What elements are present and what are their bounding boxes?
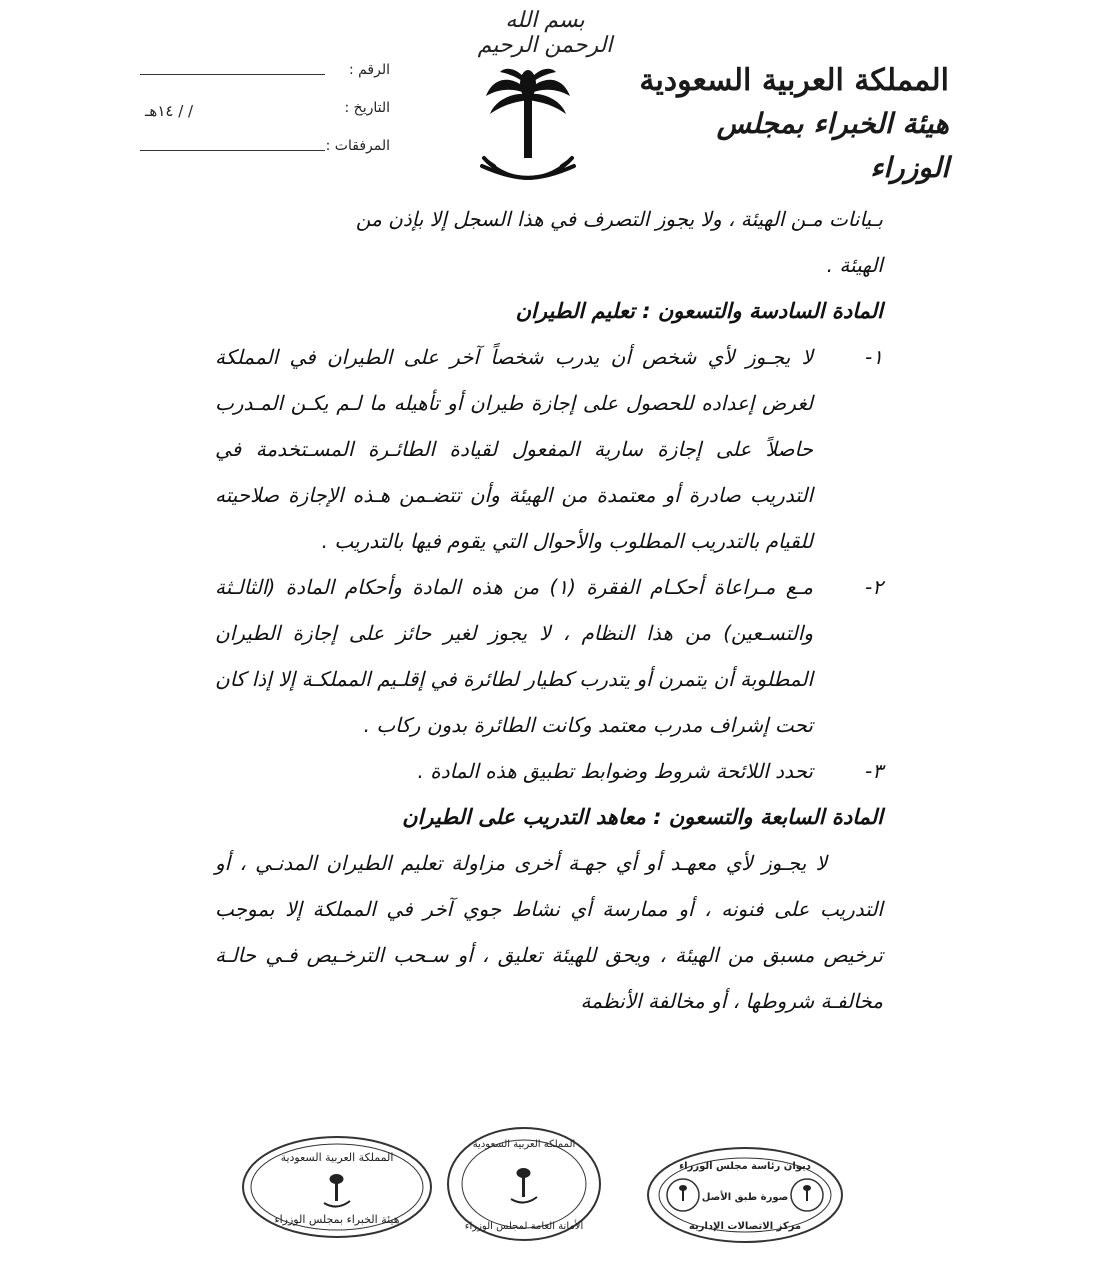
stamp-middle-top-text: المملكة العربية السعودية <box>472 1139 576 1150</box>
stamp-right-bottom-text: مركز الاتصالات الإدارية <box>688 1221 802 1232</box>
item-number: ١- <box>865 345 883 369</box>
stamp-left-bottom-text: هيئة الخبراء بمجلس الوزراء <box>274 1213 400 1226</box>
item-number: ٣- <box>865 759 883 783</box>
item-text: لا يجـوز لأي شخص أن يدرب شخصاً آخر على الطيران في المملكة لغرض إعداده للحصول على إجازة طيران أو تأهيله ما لـم يكـن المـدرب حاصلاً على إجازة سارية المفعول لقيادة الطائـرة المسـتخدمة في التدريب صادرة أو معتمدة من الهيئة وأن تتضـمن هـذه الإجازة صلاحيته للقيام بالتدريب المطلوب والأحوال التي يقوم فيها بالتدريب . <box>215 345 813 553</box>
item-text: مـع مـراعاة أحكـام الفقرة (١) من هذه المادة وأحكام المادة (الثالـثة والتسـعين) من هذا النظام ، لا يجوز لغير حائز على إجازة الطيران المطلوبة أن يتمرن أو يتدرب كطيار لطائرة في إقلـيم المملكـة إلا إذا كان تحت إشراف مدرب معتمد وكانت الطائرة بدون ركاب . <box>215 575 813 737</box>
stamps-row <box>240 1125 890 1255</box>
stamp-right-center-text: صورة طبق الأصل <box>701 1192 789 1203</box>
item-text: تحدد اللائحة شروط وضوابط تطبيق هذه المادة . <box>417 759 813 783</box>
document-body <box>215 196 883 1024</box>
article-97-heading: المادة السابعة والتسعون : معاهد التدريب على الطيران <box>402 805 883 829</box>
palm-swords-emblem-icon <box>478 62 578 190</box>
intro-line-1: بـيانات مـن الهيئة ، ولا يجوز التصرف في هذا السجل إلا بإذن من <box>355 207 883 231</box>
org-country: المملكة العربية السعودية <box>639 63 949 98</box>
basmala: بسم الله الرحمن الرحيم <box>477 8 613 58</box>
article-96-item <box>215 748 883 794</box>
org-authority: هيئة الخبراء بمجلس الوزراء <box>716 107 949 184</box>
attachments-label: المرفقات : <box>325 138 390 154</box>
stamp-right <box>645 1145 845 1245</box>
letterhead-org <box>629 60 949 190</box>
ref-label: الرقم : <box>348 62 390 78</box>
stamp-middle-bottom-text: الأمانة العامة لمجلس الوزراء <box>464 1221 584 1232</box>
article-96-item <box>215 564 883 748</box>
attachments-line <box>140 150 325 151</box>
mini-emblem-icon <box>324 1174 350 1207</box>
stamp-middle <box>445 1125 603 1243</box>
article-97-text: لا يجـوز لأي معهـد أو أي جهـة أخرى مزاولة تعليم الطيران المدنـي ، أو التدريب على فنونه ، أو ممارسة أي نشاط جوي آخر في المملكة إلا بموجب ترخيص مسبق من الهيئة ، ويحق للهيئة تعليق ، أو سـحب الترخـيص فـي حالـة مخالفـة شروطها ، أو مخالفة الأنظمة <box>215 851 883 1013</box>
date-value: ١٤هـ / / <box>145 102 194 120</box>
intro-line-2: الهيئة . <box>826 253 883 277</box>
stamp-left-top-text: المملكة العربية السعودية <box>280 1151 394 1164</box>
mini-emblem-icon <box>511 1168 537 1203</box>
article-96-heading: المادة السادسة والتسعون : تعليم الطيران <box>515 299 883 323</box>
date-label: التاريخ : <box>344 100 390 116</box>
ref-line <box>140 74 325 75</box>
item-number: ٢- <box>865 575 883 599</box>
stamp-left <box>240 1135 435 1240</box>
reference-block <box>140 62 390 176</box>
article-96-item <box>215 334 883 564</box>
stamp-right-top-text: ديوان رئاسة مجلس الوزراء <box>679 1161 811 1172</box>
